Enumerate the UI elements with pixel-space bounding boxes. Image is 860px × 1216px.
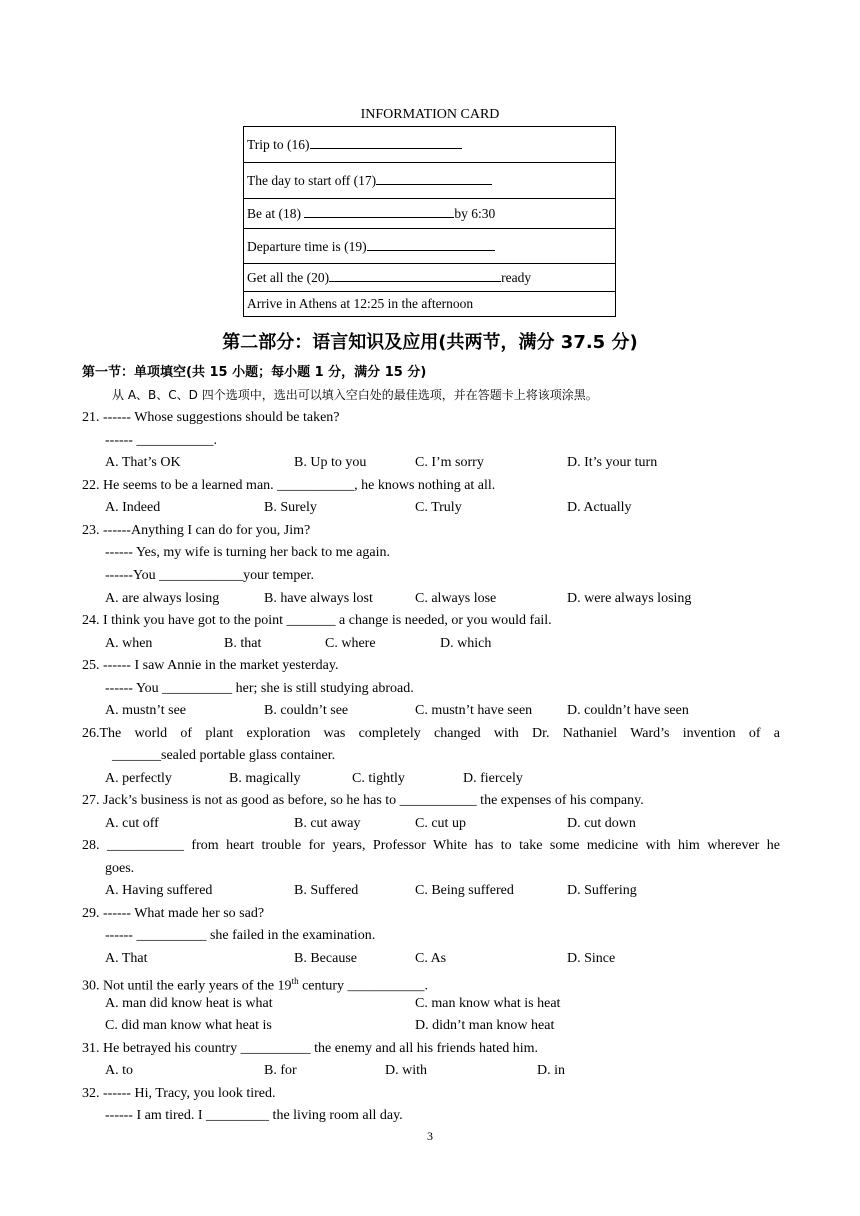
q23-line2: ------ Yes, my wife is turning her back to me again. (105, 545, 390, 560)
information-card (243, 126, 616, 317)
q26-option-c: C. tightly (352, 771, 405, 786)
q28-option-c: C. Being suffered (415, 883, 514, 898)
q24-option-b: B. that (224, 636, 262, 651)
q22-option-c: C. Truly (415, 500, 462, 515)
part-two-title: 第二部分：语言知识及应用(共两节，满分 37.5 分) (222, 332, 638, 353)
q31-option-d: D. in (537, 1063, 565, 1078)
card-row-get-ready: Get all the (20) ready (244, 264, 616, 292)
q30-option-d: D. didn’t man know heat (415, 1018, 555, 1033)
q22-option-a: A. Indeed (105, 500, 161, 515)
q32-stem: 32. ------ Hi, Tracy, you look tired. (82, 1086, 276, 1101)
q27-stem: 27. Jack’s business is not as good as before, so he has to ___________ the expenses of his company. (82, 793, 644, 808)
q25-option-b: B. couldn’t see (264, 703, 349, 718)
card-row-arrive: Arrive in Athens at 12:25 in the afternoon (244, 292, 616, 317)
section-one-title: 第一节：单项填空(共 15 小题；每小题 1 分，满分 15 分) (82, 365, 427, 380)
q23-option-c: C. always lose (415, 591, 497, 606)
q23-line3: ------You ____________your temper. (105, 568, 314, 583)
q31-option-a: A. to (105, 1063, 133, 1078)
q27-option-b: B. cut away (294, 816, 361, 831)
q21-stem: 21. ------ Whose suggestions should be taken? (82, 410, 340, 425)
q30-option-c-second: C. did man know what heat is (105, 1018, 272, 1033)
q29-line2: ------ __________ she failed in the examination. (105, 928, 376, 943)
q25-stem: 25. ------ I saw Annie in the market yesterday. (82, 658, 339, 673)
q30-option-a: A. man did know heat is what (105, 996, 273, 1011)
q22-stem: 22. He seems to be a learned man. ___________, he knows nothing at all. (82, 478, 496, 493)
q30-option-c-first: C. man know what is heat (415, 996, 561, 1011)
q29-option-b: B. Because (294, 951, 357, 966)
q24-stem: 24. I think you have got to the point _______ a change is needed, or you would fail. (82, 613, 552, 628)
q30-stem: 30. Not until the early years of the 19th century ___________. (82, 976, 429, 994)
q28-option-b: B. Suffered (294, 883, 359, 898)
q26-option-a: A. perfectly (105, 771, 172, 786)
q21-option-c: C. I’m sorry (415, 455, 484, 470)
q28-option-a: A. Having suffered (105, 883, 213, 898)
q29-option-a: A. That (105, 951, 148, 966)
q22-option-d: D. Actually (567, 500, 632, 515)
q26-option-b: B. magically (229, 771, 301, 786)
card-row-departure: Departure time is (19) (244, 229, 616, 264)
q21-option-d: D. It’s your turn (567, 455, 658, 470)
q24-option-c: C. where (325, 636, 376, 651)
card-row-be-at: Be at (18) by 6:30 (244, 199, 616, 229)
q25-option-a: A. mustn’t see (105, 703, 187, 718)
q25-option-c: C. mustn’t have seen (415, 703, 533, 718)
q27-option-a: A. cut off (105, 816, 159, 831)
q29-option-c: C. As (415, 951, 447, 966)
q23-stem: 23. ------Anything I can do for you, Jim? (82, 523, 311, 538)
q23-option-b: B. have always lost (264, 591, 373, 606)
q26-stem: 26.The world of plant exploration was completely changed with Dr. Nathaniel Ward’s invention of a (82, 726, 780, 741)
q31-option-b: B. for (264, 1063, 297, 1078)
q24-option-a: A. when (105, 636, 153, 651)
card-row-trip: Trip to (16) (244, 127, 616, 163)
q26-option-d: D. fiercely (463, 771, 523, 786)
q27-option-c: C. cut up (415, 816, 466, 831)
q21-line2: ------ ___________. (105, 433, 217, 448)
card-title: INFORMATION CARD (360, 107, 500, 122)
q31-stem: 31. He betrayed his country __________ the enemy and all his friends hated him. (82, 1041, 539, 1056)
page-number: 3 (427, 1129, 433, 1143)
q27-option-d: D. cut down (567, 816, 636, 831)
q21-option-a: A. That’s OK (105, 455, 181, 470)
q29-option-d: D. Since (567, 951, 616, 966)
q28-option-d: D. Suffering (567, 883, 637, 898)
q28-line2: goes. (105, 861, 135, 876)
card-row-start-day: The day to start off (17) (244, 163, 616, 199)
q25-line2: ------ You __________ her; she is still studying abroad. (105, 681, 414, 696)
q25-option-d: D. couldn’t have seen (567, 703, 689, 718)
q31-option-c: D. with (385, 1063, 427, 1078)
q24-option-d: D. which (440, 636, 492, 651)
q22-option-b: B. Surely (264, 500, 317, 515)
q21-option-b: B. Up to you (294, 455, 367, 470)
q23-option-d: D. were always losing (567, 591, 692, 606)
instruction: 从 A、B、C、D 四个选项中，选出可以填入空白处的最佳选项，并在答题卡上将该项涂黑。 (112, 388, 598, 402)
q32-line2: ------ I am tired. I _________ the living room all day. (105, 1108, 403, 1123)
q26-line2: _______sealed portable glass container. (112, 748, 336, 763)
q28-stem: 28. ___________ from heart trouble for years, Professor White has to take some medicine with him wherever he (82, 838, 780, 853)
q23-option-a: A. are always losing (105, 591, 220, 606)
q29-stem: 29. ------ What made her so sad? (82, 906, 265, 921)
